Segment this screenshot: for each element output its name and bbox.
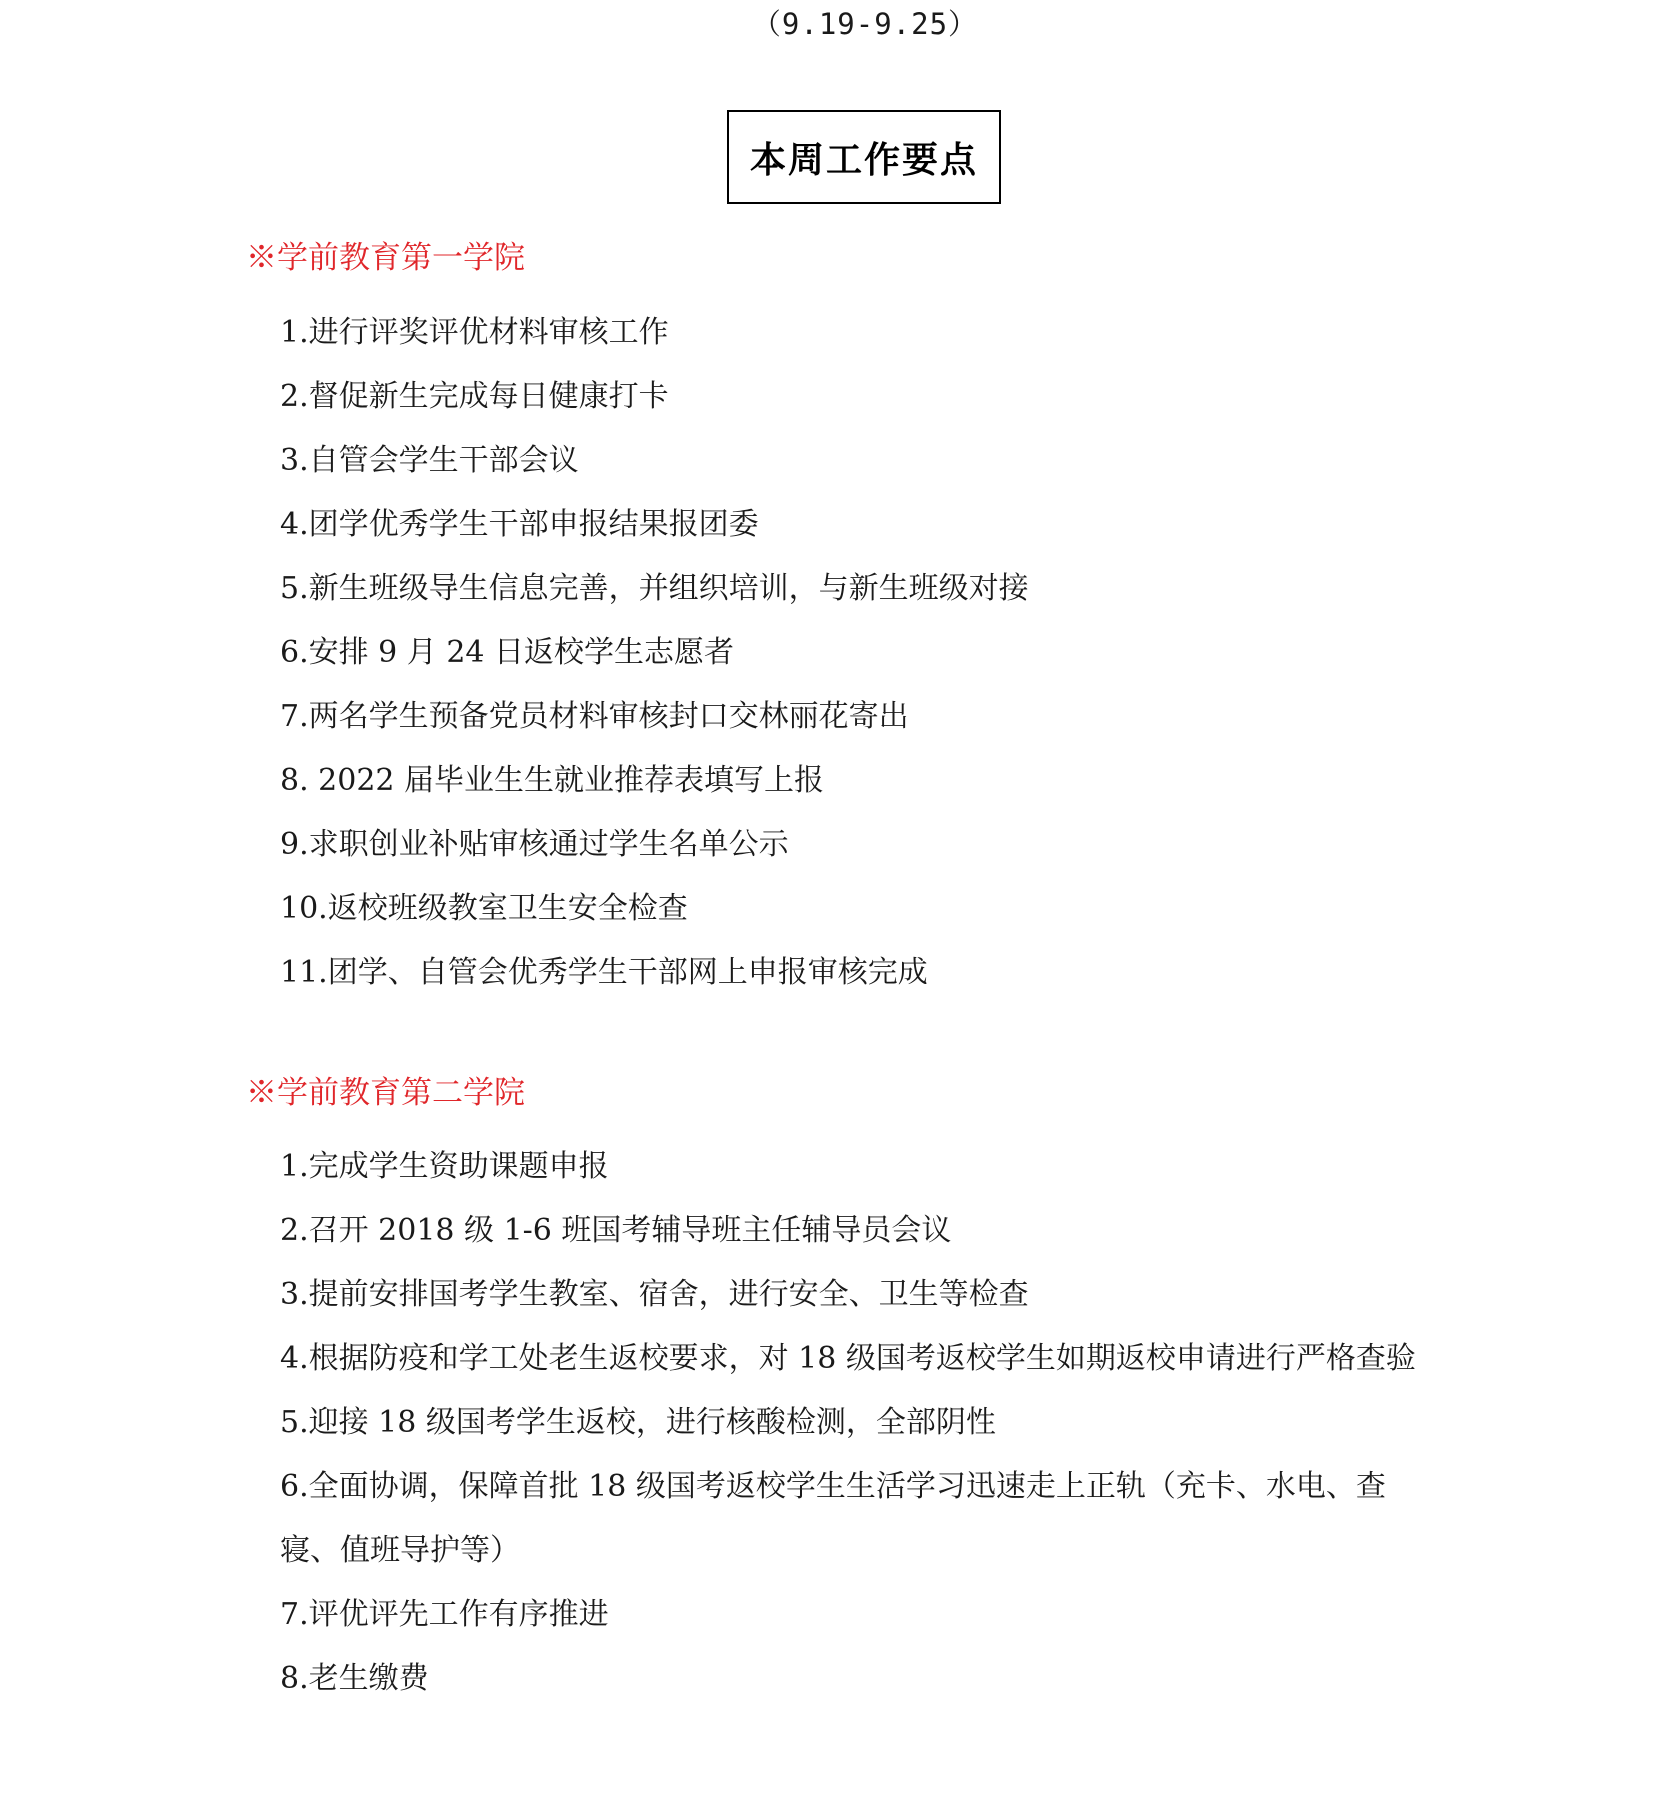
list-item: 8.老生缴费 [280, 1661, 429, 1696]
page-title: 本周工作要点 [749, 139, 978, 181]
list-item: 5.迎接 18 级国考学生返校，进行核酸检测，全部阴性 [280, 1405, 996, 1440]
title-box [727, 110, 1001, 204]
list-item: 6.安排 9 月 24 日返校学生志愿者 [280, 635, 735, 670]
item-list [246, 301, 1426, 1005]
section-college-1 [246, 238, 1426, 1005]
list-item: 1.进行评奖评优材料审核工作 [280, 315, 669, 350]
list-item: 10.返校班级教室卫生安全检查 [280, 891, 688, 926]
list-item: 4.根据防疫和学工处老生返校要求，对 18 级国考返校学生如期返校申请进行严格查验 [280, 1341, 1416, 1376]
list-item: 3.自管会学生干部会议 [280, 443, 579, 478]
list-item: 7.评优评先工作有序推进 [280, 1597, 609, 1632]
list-item: 8. 2022 届毕业生生就业推荐表填写上报 [280, 763, 825, 798]
list-item: 1.完成学生资助课题申报 [280, 1149, 609, 1184]
list-item: 11.团学、自管会优秀学生干部网上申报审核完成 [280, 955, 928, 990]
list-item: 3.提前安排国考学生教室、宿舍，进行安全、卫生等检查 [280, 1277, 1029, 1312]
section-college-2 [246, 1073, 1426, 1711]
section-heading: ※学前教育第二学院 [246, 1075, 525, 1111]
date-range: （9.19-9.25） [751, 7, 979, 41]
list-item: 9.求职创业补贴审核通过学生名单公示 [280, 827, 789, 862]
list-item: 2.召开 2018 级 1-6 班国考辅导班主任辅导员会议 [280, 1213, 952, 1248]
item-list [246, 1135, 1426, 1711]
list-item: 5.新生班级导生信息完善，并组织培训，与新生班级对接 [280, 571, 1029, 606]
section-heading: ※学前教育第一学院 [246, 240, 525, 276]
list-item: 7.两名学生预备党员材料审核封口交林丽花寄出 [280, 699, 909, 734]
list-item: 2.督促新生完成每日健康打卡 [280, 379, 669, 414]
list-item: 4.团学优秀学生干部申报结果报团委 [280, 507, 759, 542]
list-item: 6.全面协调，保障首批 18 级国考返校学生生活学习迅速走上正轨（充卡、水电、查寝、值班导护等） [280, 1469, 1386, 1568]
